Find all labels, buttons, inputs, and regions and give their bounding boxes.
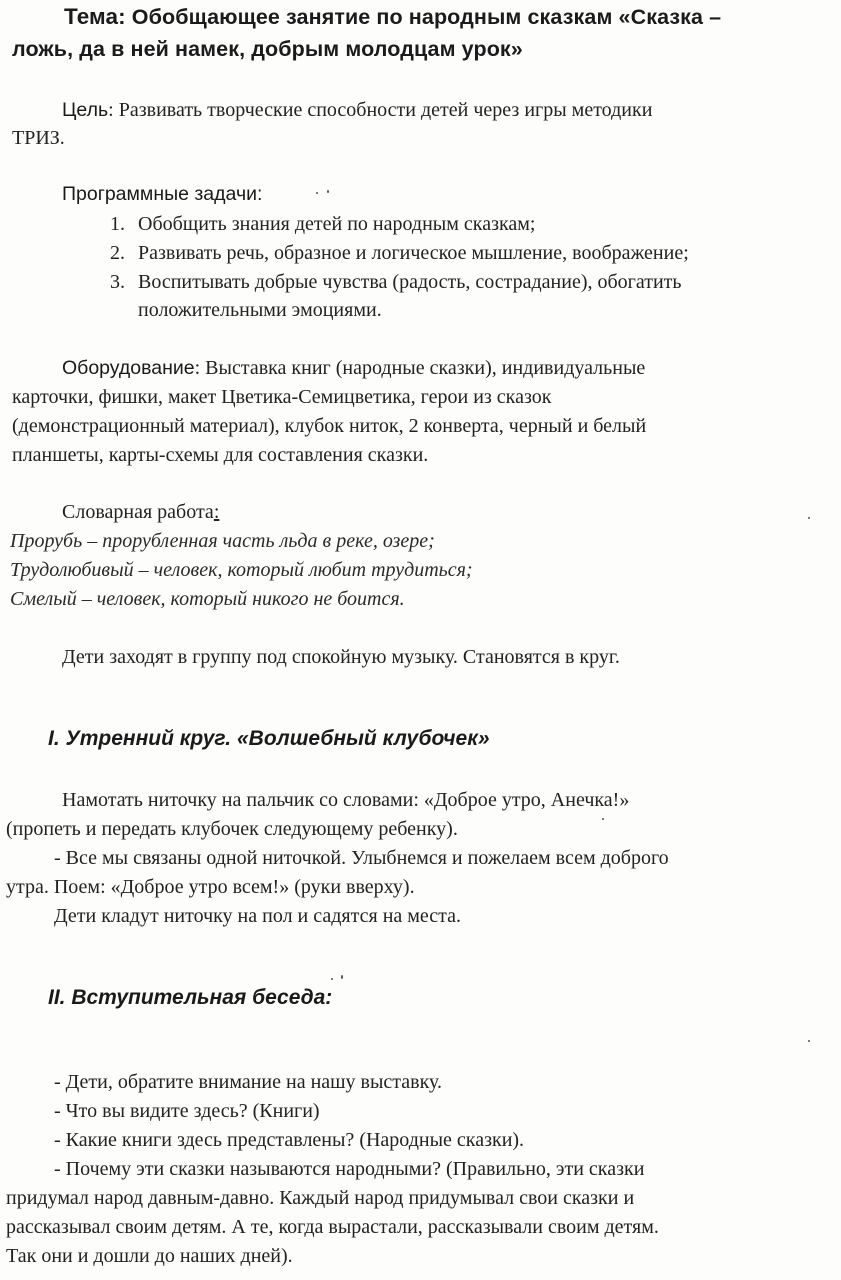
equipment-line-3: (демонстрационный материал), клубок ниток, 2 конверта, черный и белый (12, 415, 647, 437)
task-text: Воспитывать добрые чувства (радость, сострадание), обогатить (138, 271, 682, 293)
vocabulary-entry: Трудолюбивый – человек, который любит трудиться; (10, 559, 473, 581)
goal-line-1 (62, 99, 652, 122)
section-1-heading: I. Утренний круг. «Волшебный клубочек» (48, 727, 490, 750)
section-1-paragraph-1-line-1: Намотать ниточку на пальчик со словами: «Доброе утро, Анечка!» (62, 789, 630, 811)
tasks-heading (62, 183, 262, 206)
vocabulary-entry: Прорубь – прорубленная часть льда в реке, озере; (10, 530, 435, 552)
vocabulary-entry: Смелый – человек, который никого не боится. (10, 588, 405, 610)
section-1-paragraph-2-line-1: - Все мы связаны одной ниточкой. Улыбнемся и пожелаем всем доброго (54, 847, 669, 869)
tasks-colon: : (257, 183, 263, 205)
task-text: Обобщить знания детей по народным сказкам; (138, 213, 536, 235)
vocabulary-colon: : (213, 501, 220, 523)
task-number: 1. (110, 213, 125, 235)
equipment-label: Оборудование (62, 357, 195, 379)
title-line-1 (64, 4, 721, 30)
section-1-paragraph-1-line-2: (пропеть и передать клубочек следующему ребенку). (6, 818, 458, 840)
goal-label: Цель (62, 99, 109, 121)
goal-line-2: ТРИЗ. (12, 127, 65, 149)
question-4-line-2: придумал народ давным-давно. Каждый народ придумывал свои сказки и (6, 1187, 635, 1209)
goal-text: : Развивать творческие способности детей через игры методики (108, 99, 653, 121)
section-1-paragraph-3: Дети кладут ниточку на пол и садятся на места. (54, 905, 462, 927)
question-4-line-3: рассказывал своим детям. А те, когда вырастали, рассказывали своим детям. (6, 1216, 659, 1238)
equipment-line-2: карточки, фишки, макет Цветика-Семицветика, герои из сказок (12, 386, 552, 408)
tasks-label: Программные задачи (62, 183, 257, 205)
question-4-line-4: Так они и дошли до наших дней). (6, 1245, 293, 1267)
intro-sentence: Дети заходят в группу под спокойную музыку. Становятся в круг. (62, 646, 620, 668)
task-item-2 (110, 242, 689, 265)
equipment-line-4: планшеты, карты-схемы для составления сказки. (12, 444, 429, 466)
question-2: - Что вы видите здесь? (Книги) (54, 1100, 320, 1122)
task-number: 3. (110, 271, 125, 293)
equipment-line-1 (62, 357, 645, 380)
title-line-2: ложь, да в ней намек, добрым молодцам урок» (12, 37, 523, 61)
task-number: 2. (110, 242, 125, 264)
task-item-3-continued: положительными эмоциями. (138, 299, 382, 321)
task-item-1 (110, 213, 535, 236)
title-prefix: Тема: (64, 4, 126, 29)
task-text: Развивать речь, образное и логическое мышление, воображение; (138, 242, 689, 264)
question-4-line-1: - Почему эти сказки называются народными? (Правильно, эти сказки (54, 1158, 645, 1180)
section-2-heading: II. Вступительная беседа: (48, 986, 333, 1009)
vocabulary-heading (62, 501, 219, 524)
task-item-3 (110, 271, 682, 294)
title-text: Обобщающее занятие по народным сказкам «Сказка – (125, 5, 722, 29)
equipment-text: : Выставка книг (народные сказки), индивидуальные (194, 357, 646, 379)
vocabulary-label: Словарная работа (62, 501, 214, 523)
question-1: - Дети, обратите внимание на нашу выставку. (54, 1071, 443, 1093)
section-1-paragraph-2-line-2: утра. Поем: «Доброе утро всем!» (руки вверху). (6, 876, 415, 898)
question-3: - Какие книги здесь представлены? (Народные сказки). (54, 1129, 525, 1151)
